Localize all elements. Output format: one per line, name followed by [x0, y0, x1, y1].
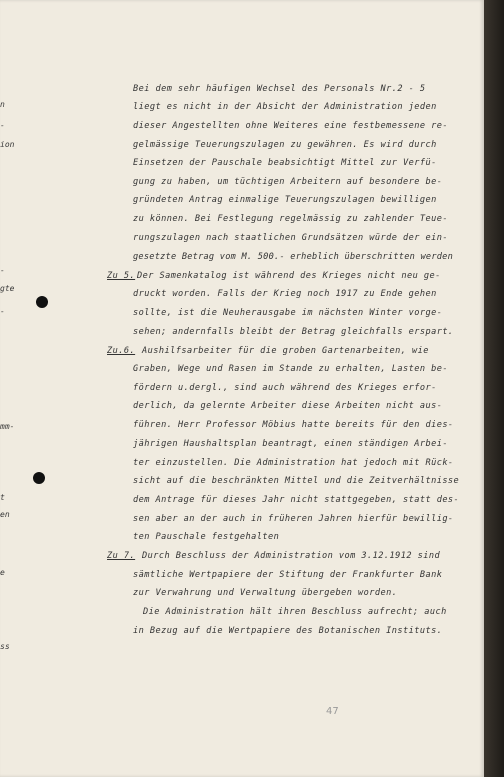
- text-line: gelmässige Teuerungszulagen zu gewähren. Es wird durch: [133, 140, 437, 150]
- text-line: Der Samenkatalog ist während des Krieges nicht neu ge-: [137, 271, 441, 281]
- margin-fragment: en: [0, 510, 10, 519]
- text-line: sämtliche Wertpapiere der Stiftung der Frankfurter Bank: [133, 570, 443, 580]
- text-line: führen. Herr Professor Möbius hatte bereits für den dies-: [133, 420, 454, 430]
- text-line: derlich, da gelernte Arbeiter diese Arbeiten nicht aus-: [133, 401, 443, 411]
- margin-fragment: ion: [0, 140, 15, 149]
- text-line: zu können. Bei Festlegung regelmässig zu zahlender Teue-: [133, 214, 448, 224]
- section-label: Zu 5.: [107, 271, 136, 281]
- margin-fragment: ss: [0, 642, 10, 651]
- section-label: Zu 7.: [107, 551, 136, 561]
- text-line: Aushilfsarbeiter für die groben Gartenarbeiten, wie: [142, 346, 429, 356]
- text-line: Die Administration hält ihren Beschluss aufrecht; auch: [143, 607, 447, 617]
- text-line: fördern u.dergl., sind auch während des Krieges erfor-: [133, 383, 437, 393]
- page-edge: [484, 0, 504, 777]
- text-line: gesetzte Betrag vom M. 500.- erheblich überschritten werden: [133, 252, 454, 262]
- margin-fragment: e: [0, 568, 5, 577]
- margin-fragment: -: [0, 121, 5, 130]
- text-line: ter einzustellen. Die Administration hat jedoch mit Rück-: [133, 458, 454, 468]
- section-label: Zu.6.: [107, 346, 136, 356]
- text-line: sehen; andernfalls bleibt der Betrag gleichfalls erspart.: [133, 327, 454, 337]
- margin-fragment: mm-: [0, 422, 15, 431]
- margin-fragment: -: [0, 266, 5, 275]
- text-line: jährigen Haushaltsplan beantragt, einen ständigen Arbei-: [133, 439, 448, 449]
- text-line: dem Antrage für dieses Jahr nicht stattgegeben, statt des-: [133, 495, 460, 505]
- text-line: Graben, Wege und Rasen im Stande zu erhalten, Lasten be-: [133, 364, 448, 374]
- text-line: in Bezug auf die Wertpapiere des Botanischen Instituts.: [133, 626, 443, 636]
- text-line: druckt worden. Falls der Krieg noch 1917 zu Ende gehen: [133, 289, 437, 299]
- text-line: dieser Angestellten ohne Weiteres eine festbemessene re-: [133, 121, 448, 131]
- text-line: rungszulagen nach staatlichen Grundsätzen würde der ein-: [133, 233, 448, 243]
- punch-hole: [33, 472, 45, 484]
- margin-fragment: t: [0, 493, 5, 502]
- margin-fragment: n: [0, 100, 5, 109]
- text-line: ten Pauschale festgehalten: [133, 532, 280, 542]
- margin-fragment: -: [0, 307, 5, 316]
- text-line: sen aber an der auch in früheren Jahren hierfür bewillig-: [133, 514, 454, 524]
- text-line: zur Verwahrung und Verwaltung übergeben worden.: [133, 588, 398, 598]
- punch-hole: [36, 296, 48, 308]
- text-line: sicht auf die beschränkten Mittel und die Zeitverhältnisse: [133, 476, 460, 486]
- text-line: gung zu haben, um tüchtigen Arbeitern auf besondere be-: [133, 177, 443, 187]
- page-number: 47: [326, 706, 339, 717]
- margin-fragment: gte: [0, 284, 15, 293]
- text-line: Durch Beschluss der Administration vom 3.12.1912 sind: [142, 551, 441, 561]
- text-line: gründeten Antrag einmalige Teuerungszulagen bewilligen: [133, 195, 437, 205]
- text-line: liegt es nicht in der Absicht der Administration jeden: [133, 102, 437, 112]
- text-line: Bei dem sehr häufigen Wechsel des Personals Nr.2 - 5: [133, 84, 426, 94]
- text-line: sollte, ist die Neuherausgabe im nächsten Winter vorge-: [133, 308, 443, 318]
- text-line: Einsetzen der Pauschale beabsichtigt Mittel zur Verfü-: [133, 158, 437, 168]
